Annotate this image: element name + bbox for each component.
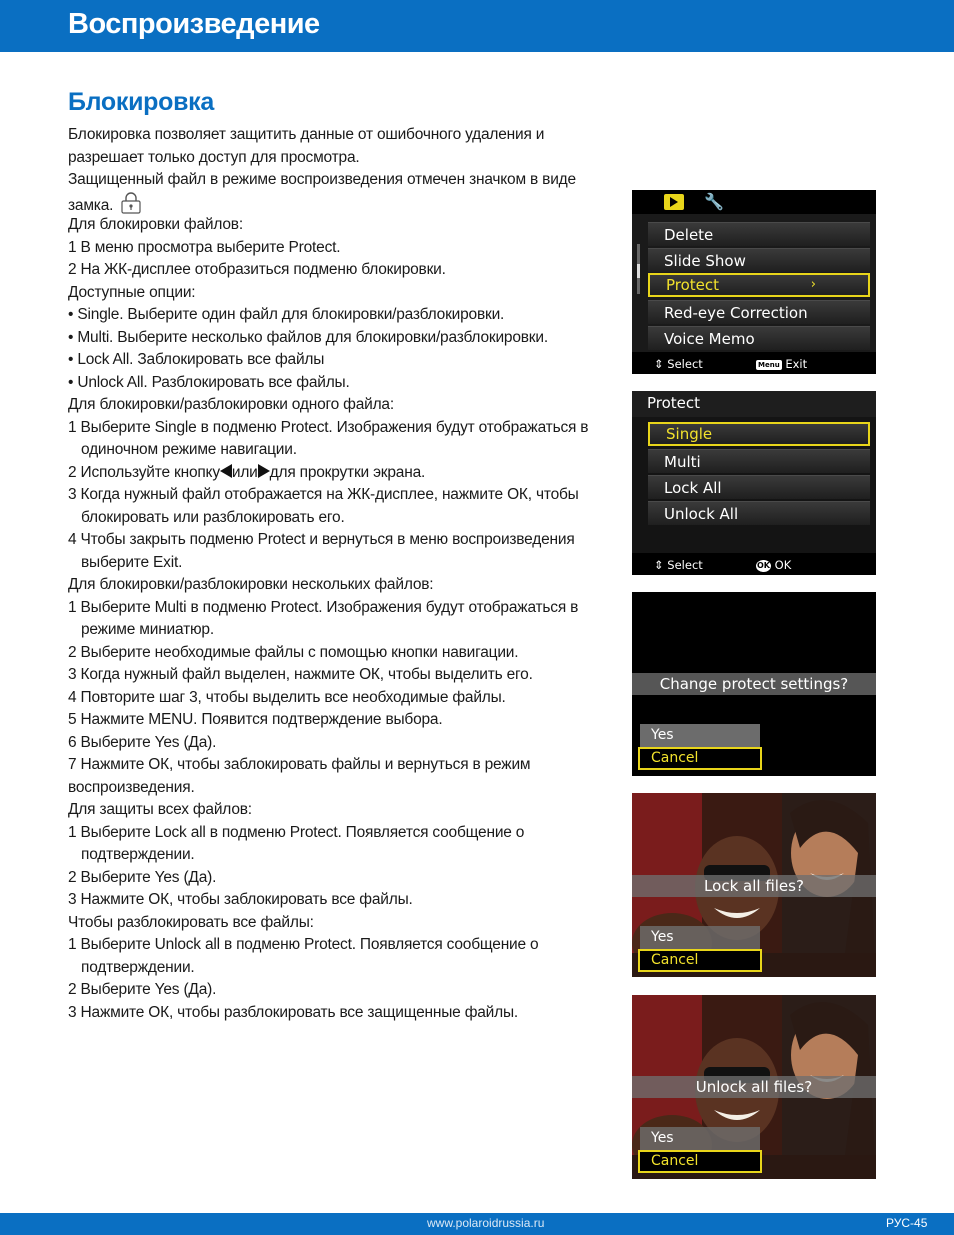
wrench-icon[interactable]: 🔧 bbox=[704, 192, 724, 211]
text-line: Доступные опции: bbox=[68, 283, 196, 301]
menu-item-voice-memo[interactable]: Voice Memo bbox=[648, 326, 870, 350]
text-fragment: для прокрутки экрана. bbox=[269, 463, 426, 481]
menu-item-label: Protect bbox=[666, 276, 720, 294]
text-line: 1 Выберите Multi в подменю Protect. Изображения будут отображаться в bbox=[68, 598, 579, 616]
menu-item-protect[interactable] bbox=[648, 273, 870, 297]
menu-item-red-eye[interactable]: Red-eye Correction bbox=[648, 300, 870, 324]
text-line: блокировать или разблокировать его. bbox=[81, 508, 345, 526]
text-line: 3 Нажмите ОК, чтобы заблокировать все файлы. bbox=[68, 891, 413, 908]
text-line-lock bbox=[68, 192, 598, 215]
submenu-body bbox=[632, 417, 876, 553]
right-arrow-icon bbox=[258, 464, 270, 478]
screen-lock-all bbox=[632, 793, 876, 977]
text-line: 1 Выберите Unlock all в подменю Protect. Появляется сообщение о bbox=[68, 936, 539, 953]
play-tab-icon[interactable] bbox=[664, 194, 684, 210]
menu-key-icon: Menu bbox=[758, 361, 780, 369]
footer-url[interactable]: www.polaroidrussia.ru bbox=[427, 1216, 545, 1230]
text-line: Для блокировки/разблокировки одного файла: bbox=[68, 396, 394, 413]
scrollbar-thumb[interactable] bbox=[637, 264, 640, 278]
text-line: • Multi. Выберите несколько файлов для блокировки/разблокировки. bbox=[68, 328, 548, 346]
dialog-question: Unlock all files? bbox=[632, 1076, 876, 1098]
text-line: 2 Выберите необходимые файлы с помощью кнопки навигации. bbox=[68, 643, 519, 661]
cancel-button[interactable]: Cancel bbox=[638, 1150, 762, 1173]
screen-playback-menu bbox=[632, 190, 876, 374]
menu-item-delete[interactable]: Delete bbox=[648, 222, 870, 246]
text-line: воспроизведения. bbox=[68, 778, 195, 796]
menu-tabs bbox=[632, 190, 876, 214]
text-line-arrows bbox=[68, 462, 598, 485]
text-line: подтверждении. bbox=[81, 846, 195, 863]
text-fragment: 2 Используйте кнопку bbox=[68, 463, 220, 481]
left-arrow-icon bbox=[220, 464, 232, 478]
text-line: Блокировка позволяет защитить данные от ошибочного удаления и bbox=[68, 126, 545, 143]
screen-protect-submenu bbox=[632, 391, 876, 575]
chevron-right-icon: › bbox=[810, 277, 816, 292]
yes-button[interactable]: Yes bbox=[640, 724, 760, 747]
text-line: • Single. Выберите один файл для блокировки/разблокировки. bbox=[68, 306, 505, 323]
menu-body bbox=[632, 214, 876, 352]
text-fragment: или bbox=[231, 463, 258, 481]
status-ok: OK OK bbox=[757, 558, 792, 572]
yes-button[interactable]: Yes bbox=[640, 926, 760, 949]
dialog-question: Change protect settings? bbox=[632, 673, 876, 695]
text-line: 3 Когда нужный файл выделен, нажмите ОК, чтобы выделить его. bbox=[68, 666, 533, 683]
cancel-button[interactable]: Cancel bbox=[638, 949, 762, 972]
text-line: подтверждении. bbox=[81, 958, 195, 976]
page-number: РУС-45 bbox=[886, 1216, 928, 1230]
section-title: Блокировка bbox=[68, 88, 214, 116]
instructions-text bbox=[68, 124, 598, 1024]
text-line: 7 Нажмите ОК, чтобы заблокировать файлы и вернуться в режим bbox=[68, 756, 531, 773]
text-line: Для блокировки/разблокировки нескольких файлов: bbox=[68, 576, 434, 593]
text-line: 2 Выберите Yes (Да). bbox=[68, 868, 217, 886]
screen-unlock-all bbox=[632, 995, 876, 1179]
text-line: 2 На ЖК-дисплее отобразиться подменю блокировки. bbox=[68, 261, 446, 278]
status-bar bbox=[632, 354, 876, 374]
text-line: • Unlock All. Разблокировать все файлы. bbox=[68, 373, 350, 391]
status-exit: Menu Exit bbox=[758, 357, 808, 371]
option-multi[interactable]: Multi bbox=[648, 449, 870, 473]
text-line: режиме миниатюр. bbox=[81, 621, 214, 638]
dialog-question: Lock all files? bbox=[632, 875, 876, 897]
text-line: одиночном режиме навигации. bbox=[81, 441, 297, 458]
text-line: 1 В меню просмотра выберите Protect. bbox=[68, 238, 341, 256]
footer-bar bbox=[0, 1213, 954, 1235]
status-select: ⇕ Select bbox=[654, 558, 703, 572]
text-line: Для блокировки файлов: bbox=[68, 216, 243, 233]
text-line: 1 Выберите Lock all в подменю Protect. Появляется сообщение о bbox=[68, 823, 525, 841]
yes-button[interactable]: Yes bbox=[640, 1127, 760, 1150]
text-line: 1 Выберите Single в подменю Protect. Изображения будут отображаться в bbox=[68, 418, 589, 436]
option-unlock-all[interactable]: Unlock All bbox=[648, 501, 870, 525]
menu-item-slide-show[interactable]: Slide Show bbox=[648, 248, 870, 272]
text-line: Для защиты всех файлов: bbox=[68, 801, 252, 818]
screen-change-protect bbox=[632, 592, 876, 776]
text-line: • Lock All. Заблокировать все файлы bbox=[68, 351, 325, 368]
lock-icon bbox=[121, 192, 141, 214]
text-line: 6 Выберите Yes (Да). bbox=[68, 733, 217, 751]
status-select: ⇕ Select bbox=[654, 357, 703, 371]
header-bar bbox=[0, 0, 954, 52]
option-lock-all[interactable]: Lock All bbox=[648, 475, 870, 499]
text-line: 4 Чтобы закрыть подменю Protect и вернуться в меню воспроизведения bbox=[68, 531, 575, 548]
text-line: разрешает только доступ для просмотра. bbox=[68, 148, 360, 166]
submenu-title: Protect bbox=[632, 391, 876, 417]
text-line: Чтобы разблокировать все файлы: bbox=[68, 913, 314, 931]
text-line: 4 Повторите шаг 3, чтобы выделить все необходимые файлы. bbox=[68, 688, 506, 706]
ok-key-icon: OK bbox=[757, 561, 770, 570]
text-line: 5 Нажмите MENU. Появится подтверждение выбора. bbox=[68, 711, 443, 728]
option-single[interactable]: Single bbox=[648, 422, 870, 446]
text-line: 3 Нажмите ОК, чтобы разблокировать все защищенные файлы. bbox=[68, 1003, 519, 1021]
text-line: 2 Выберите Yes (Да). bbox=[68, 981, 217, 998]
text-line: 3 Когда нужный файл отображается на ЖК-дисплее, нажмите ОК, чтобы bbox=[68, 486, 579, 503]
status-bar bbox=[632, 555, 876, 575]
text-line: Защищенный файл в режиме воспроизведения отмечен значком в виде bbox=[68, 171, 576, 188]
cancel-button[interactable]: Cancel bbox=[638, 747, 762, 770]
text-line: выберите Exit. bbox=[81, 553, 183, 571]
text-fragment: замка. bbox=[68, 196, 114, 214]
page-title: Воспроизведение bbox=[68, 8, 320, 40]
